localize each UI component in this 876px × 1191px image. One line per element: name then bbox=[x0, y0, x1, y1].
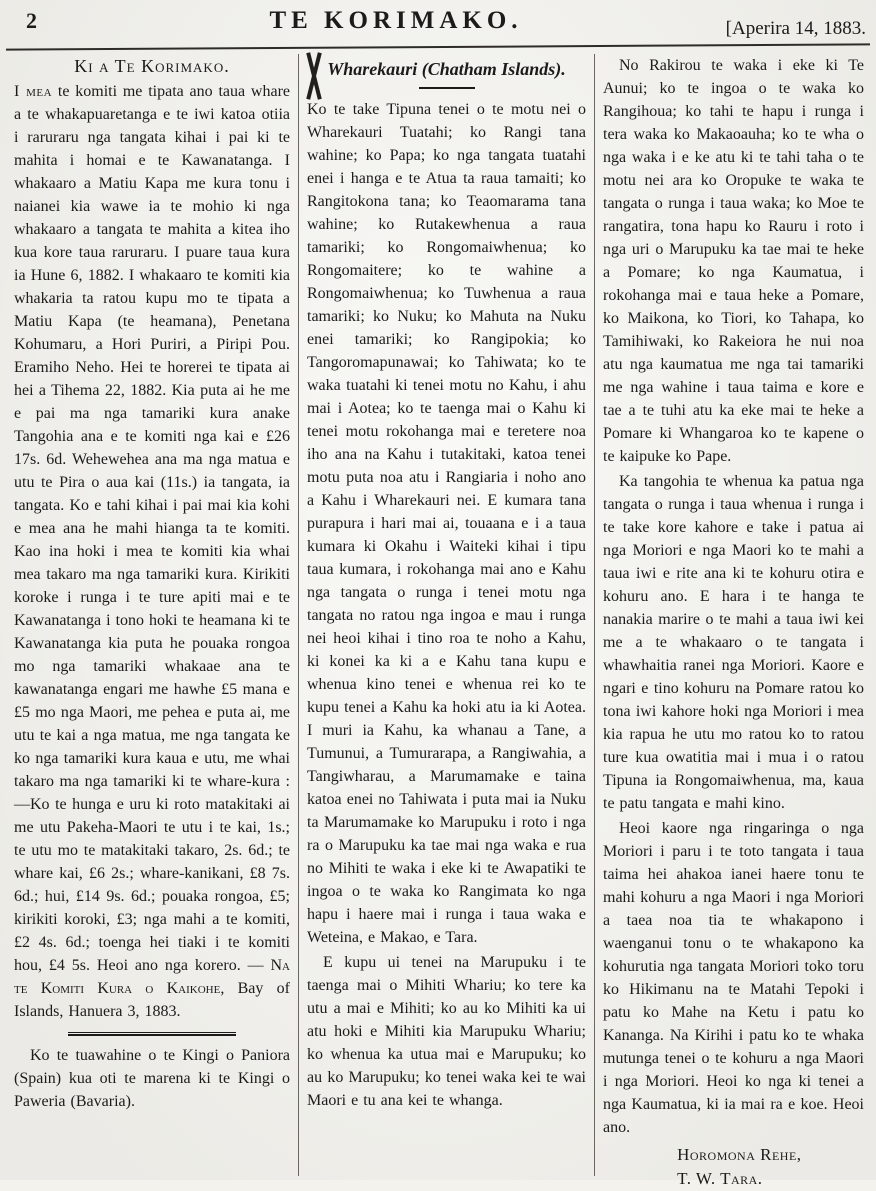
column-container bbox=[0, 48, 876, 1188]
masthead-title: TE KORIMAKO. bbox=[269, 7, 523, 34]
heading-underline-rule bbox=[419, 87, 475, 89]
page-header bbox=[0, 0, 876, 42]
column-1 bbox=[6, 54, 298, 1176]
signature-block bbox=[603, 1143, 864, 1191]
column-3 bbox=[594, 54, 872, 1188]
article1-lead: I mea bbox=[14, 83, 53, 100]
signature-1: Horomona Rehe, bbox=[677, 1145, 802, 1164]
handwritten-x-mark bbox=[301, 52, 327, 100]
article3-para5: Heoi kaore nga ringaringa o nga Moriori i paru i te toto tangata i taua taima hei ahakoa ianei haere tonu te mahi kohuru a nga Maori i nga Moriori a taea noa tia te whakapono i waenganui tonu o te whakapono ka kohurutia nga tangata Moriori toko toru ko Hikimanu na te Matahi Tepoki i patu ko Mahe na Ketu i patu ko Kananga. Na Kirihi i patu ko te whaka mutunga tenei o te kohuru a nga Maori i nga Moriori. Heoi ko nga ki tenei a nga Kaumatua, ki ia mai ra e koe. Heoi ano. bbox=[603, 820, 864, 1136]
article3-heading-wrap bbox=[307, 58, 586, 80]
article3-para2: E kupu ui tenei na Marupuku i te taenga mai o Mihiti Whariu; ko tere ka utu a mai e Mihiti; ko au ko Mihiti ka ui atu hoki e Mihiti kia Marupuku Whariu; ko whenua ka utua mai e Marupuku; ko au ko Marupuku; ko tenei waka kei te wai Maori e tu ana kei te whanga. bbox=[307, 954, 586, 1109]
article3-para3: No Rakirou te waka i eke ki Te Aunui; ko te ingoa o te waka ko Rangihoua; ko tahi te hapu i runga i tera waka ko Makaoauha; ko te wha o nga waka i e ke atu ki te tahi taha o te motu nei ara ko Oropuke te waka te tangata o runga i taua waka; ko Moe te rangatira, tona hapu ko Rauru i roto i nga uri o Marupuku ka tae mai te heke a Pomare; ko nga Kaumatua, i rokohanga mai e taua heke a Pomare, ko Maikona, ko Tiori, ko Tahapa, ko Tamihiwaki, ko Rakeiora he nui noa atu nga kaumatua me nga tai tamariki me nga wahine i taua taima e kore e tae a te tuhi atu ka eke mai te heke a Pomare ki Whangaroa ko te kapene o te kaipuke ko Pape. bbox=[603, 57, 864, 465]
section-divider-rule bbox=[68, 1032, 236, 1036]
issue-date: [Aperira 14, 1883. bbox=[725, 18, 866, 39]
article1-byline: Na te Komiti Kura o Kaikohe bbox=[14, 957, 290, 997]
signature-2: T. W. Tara. bbox=[677, 1169, 763, 1188]
article3-heading: Wharekauri (Chatham Islands). bbox=[327, 59, 566, 79]
article1-heading: Ki a Te Korimako. bbox=[74, 56, 230, 76]
article1-byline-rest: , Bay of Islands, Hanuera 3, 1883. bbox=[14, 980, 290, 1020]
article2-text: Ko te tuawahine o te Kingi o Paniora (Spain) kua oti te marena ki te Kingi o Paweria (Bavaria). bbox=[14, 1047, 290, 1110]
article3-para1: Ko te take Tipuna tenei o te motu nei o Wharekauri Tuatahi; ko Rangi tana wahine; ko Papa; ko nga tangata tuatahi enei i hanga e te Atua ta raua tamaiti; ko Rangitokona tana; ko Teaomarama tana wahine; ko Rutakewhenua a raua tamariki; ko Rongomaiwhenua; ko Rongomaitere; ko te wahine a Rongomaiwhenua; ko Tuwhenua a raua tamariki; ko Nuku; ko Mahuta na Nuku enei tamariki; ko Rangipokia; ko Tangoromapunawai; ko Tahiwata; ko te waka tuatahi ki tenei motu no Kahu, i ahu mai i Aotea; ko te taenga mai o Kahu ki tenei motu rokohanga mai e teretere noa iho ana na Kahu i tutakitaki, katoa tenei motu puta noa atu i Rangiaria i noho ano a Kahu i Wharekauri nei. E kumara tana purapura i hari mai ai, touaana e i a taua kumara ki Okahu i Waiteki kihai i tipu taua kumara, i rokohanga mai ano e Kahu nga tangata o runga i tenei motu nga tangata no ratou nga ingoa e mau i runga nei heoi kihai i tino roa te noho a Kahu, ki konei ka ki a e Kahu tana kupu e whenua kino tenei e whenua rei ko te kupu tenei a Kahu ka hoki atu ia ki Aotea. I muri ia Kahu, ka whanau a Tane, a Tumunui, a Tumurarapa, a Rangiwahia, a Tangiwharau, a Marumamake e taina katoa enei no Tahiwata i puta mai ia Nuku ta Marumamake ko Marupuku i roto i nga ra o Marupuku ka tae mai nga waka e rua no Mihiti te waka i eke ki te Awapatiki te ingoa o te waka ko Rangimata ko nga hapu i haere mai i runga i taua waka e Weteina, e Makao, e Tara. bbox=[307, 101, 586, 946]
article1-text bbox=[14, 80, 290, 1023]
article3-para4: Ka tangohia te whenua ka patua nga tangata o runga i taua whenua i runga i te take kore kahore e take i patua ai nga Moriori e nga Maori ko te mahi a taua iwi e rite ana ki te kohuru otira e kohuru ano. E hara i te hanga te nanakia marire o te mahi a taua iwi kei me a te whakaaro o te tangata i whawhaitia ranei nga Moriori. Kaore e ngari e tino kohuru na Pomare ratou ko tona iwi kahore hoki nga Moriori i mea kia rapua he utu mo ratou ko to ratou ture kua owatitia mai i mua i o ratou Tipuna ia Rongomaiwhenua, ma, kaua te patu tangata e mahi kino. bbox=[603, 473, 864, 812]
column-2 bbox=[298, 54, 594, 1176]
article1-body: te komiti me tipata ano taua whare a te whakapuaretanga e te iwi katoa otiia i raruraru nga tangata kihai i pai ki te mahita i homai e te Kawanatanga. I whakaaro a Matiu Kapa me kura tonu i naianei kia wawe ia te mohio ki nga whakaaro a tangata te mahita a kitea iho kua kore taua raruraru. I puare taua kura ia Hune 6, 1882. I whakaaro te komiti kia whakaria ta ratou kupu mo te tipata a Matiu Kapa (te heamana), Penetana Kohumaru, a Hori Puriri, a Piripi Pou. Eramiho Neho. Hei te horerei te tipata ai hei a Tihema 22, 1882. Kia puta ai he me e pai ma nga tamariki kura anake Tangohia ana e te komiti nga kai e £26 17s. 6d. Wehewehea ana ma nga matua e utu te Pira o aua kai (11s.) ia tangata, ia tangata. Ko e tahi kihai i pai mai kia kohi e mea ana he mahi hianga ta te komiti. Kao ina hoki i mea te komiti kia whai mea takaro ma nga tamariki kura. Kirikiti koroke i runga i te ture apiti mai e te Kawanatanga i tono hoki te heamana ki te Kawanatanga kia puta he pouaka rongoa mo nga tamariki whakaae ana te kawanatanga engari me hawhe £5 mana e £5 mo nga Maori, me pehea e puta ai, me utu te kai a nga matua, me nga tangata ke ko nga tamariki kura kaua e utu, me whai takaro ma nga tamariki ki te whare-kura :—Ko te hunga e uru ki roto matakitaki ai me utu Pakeha-Maori te utu i te kai, 1s.; te utu mo te matakitaki takaro, 2s. 6d.; te whare kai, £6 2s.; whare-kanikani, £8 7s. 6d.; hui, £14 9s. 6d.; pouaka rongoa, £5; kirikiti koroki, £3; nga mahi a te komiti, £2 4s. 6d.; toenga hei tiaki i te komiti hou, £4 5s. Heoi ano nga korero. — bbox=[14, 83, 291, 974]
page-number: 2 bbox=[26, 8, 37, 33]
